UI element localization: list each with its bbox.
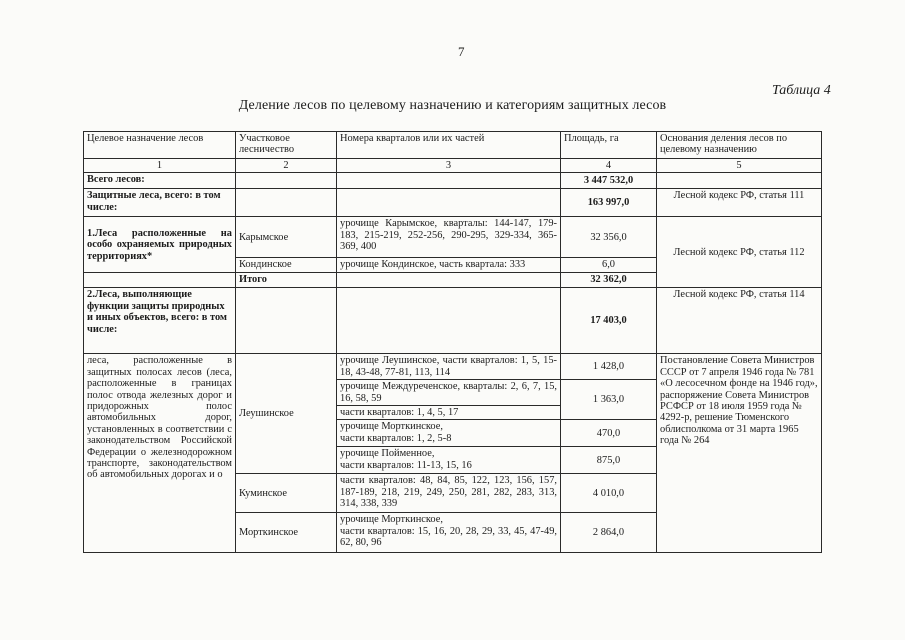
section1-total-area: 32 362,0	[561, 273, 657, 288]
table-title: Деление лесов по целевому назначению и категориям защитных лесов	[238, 98, 667, 113]
section1-label: 1.Леса расположенные на особо охраняемых природных территориях*	[84, 217, 236, 273]
subsection-basis: Постановление Совета Министров СССР от 7 апреля 1946 года № 781 «О лесосечном фонде на 1946 год», распоряжение Совета Министров РСФСР от 18 июля 1959 года № 4292-р, решение Тюменского облисполкома от 31 марта 1965 года № 264	[657, 354, 822, 553]
quarters-line: части кварталов: 11-13, 15, 16	[340, 459, 472, 471]
total-forests-row	[84, 173, 822, 189]
header-purpose: Целевое назначение лесов	[84, 132, 236, 159]
header-row	[84, 132, 822, 159]
total-forests-area: 3 447 532,0	[561, 173, 657, 189]
area-cell: 1 428,0	[561, 354, 657, 380]
quarters-cell	[337, 380, 561, 420]
total-forests-label: Всего лесов:	[84, 173, 236, 189]
table-label: Таблица 4	[772, 83, 831, 98]
quarters-line: урочище Пойменное,	[340, 448, 435, 460]
table-row	[84, 354, 822, 380]
protective-forests-row	[84, 189, 822, 217]
area-cell: 32 356,0	[561, 217, 657, 258]
section2-basis: Лесной кодекс РФ, статья 114	[657, 288, 822, 354]
area-cell: 4 010,0	[561, 474, 657, 513]
area-cell: 6,0	[561, 258, 657, 273]
section2-row	[84, 288, 822, 354]
quarters-line: части кварталов: 1, 4, 5, 17	[340, 407, 459, 419]
section2-area: 17 403,0	[561, 288, 657, 354]
page-number: 7	[458, 44, 465, 59]
quarters-line: урочище Морткинское,	[340, 421, 443, 433]
quarters-cell: части кварталов: 48, 84, 85, 122, 123, 156, 157, 187-189, 218, 219, 249, 250, 281, 282, 283, 313, 314, 338, 339	[337, 474, 561, 513]
district-cell: Леушинское	[236, 354, 337, 474]
quarters-line: урочище Морткинское,	[340, 514, 443, 526]
col-number: 1	[84, 159, 236, 173]
header-number-row	[84, 159, 822, 173]
area-cell: 470,0	[561, 420, 657, 447]
section1-total-label: Итого	[236, 273, 337, 288]
area-cell: 875,0	[561, 447, 657, 474]
section1-basis: Лесной кодекс РФ, статья 112	[657, 217, 822, 288]
district-cell: Кондинское	[236, 258, 337, 273]
quarters-cell: урочище Кондинское, часть квартала: 333	[337, 258, 561, 273]
area-cell: 2 864,0	[561, 513, 657, 553]
quarters-cell: урочище Карымское, кварталы: 144-147, 179-183, 215-219, 252-256, 290-295, 329-334, 365-369, 400	[337, 217, 561, 258]
area-cell: 1 363,0	[561, 380, 657, 420]
quarters-cell	[337, 513, 561, 553]
quarters-line: части кварталов: 15, 16, 20, 28, 29, 33, 45, 47-49, 62, 80, 96	[340, 525, 557, 549]
header-district: Участковое лесничество	[236, 132, 337, 159]
section2-label: 2.Леса, выполняющие функции защиты природных и иных объектов, всего: в том числе:	[84, 288, 236, 354]
table-row	[84, 217, 822, 258]
quarters-cell	[337, 447, 561, 474]
district-cell: Куминское	[236, 474, 337, 513]
quarters-line: урочище Междуреченское, кварталы: 2, 6, 7, 15, 16, 58, 59	[337, 380, 560, 406]
col-number: 2	[236, 159, 337, 173]
header-basis: Основания деления лесов по целевому назначению	[657, 132, 822, 159]
header-quarters: Номера кварталов или их частей	[337, 132, 561, 159]
col-number: 5	[657, 159, 822, 173]
col-number: 3	[337, 159, 561, 173]
quarters-cell: урочище Леушинское, части кварталов: 1, 5, 15-18, 43-48, 77-81, 113, 114	[337, 354, 561, 380]
quarters-cell	[337, 420, 561, 447]
protective-basis: Лесной кодекс РФ, статья 111	[657, 189, 822, 217]
forest-division-table	[83, 131, 822, 553]
col-number: 4	[561, 159, 657, 173]
quarters-line: части кварталов: 1, 2, 5-8	[340, 432, 452, 444]
protective-area: 163 997,0	[561, 189, 657, 217]
header-area: Площадь, га	[561, 132, 657, 159]
subsection-label: леса, расположенные в защитных полосах лесов (леса, расположенные в границах полос отвода железных дорог и придорожных полос автомобильных дорог, установленных в соответствии с законодательством Российской Федерации о железнодорожном транспорте, законодательством об автомобильных дорогах и о	[84, 354, 236, 553]
district-cell: Карымское	[236, 217, 337, 258]
protective-label: Защитные леса, всего: в том числе:	[84, 189, 236, 217]
district-cell: Морткинское	[236, 513, 337, 553]
